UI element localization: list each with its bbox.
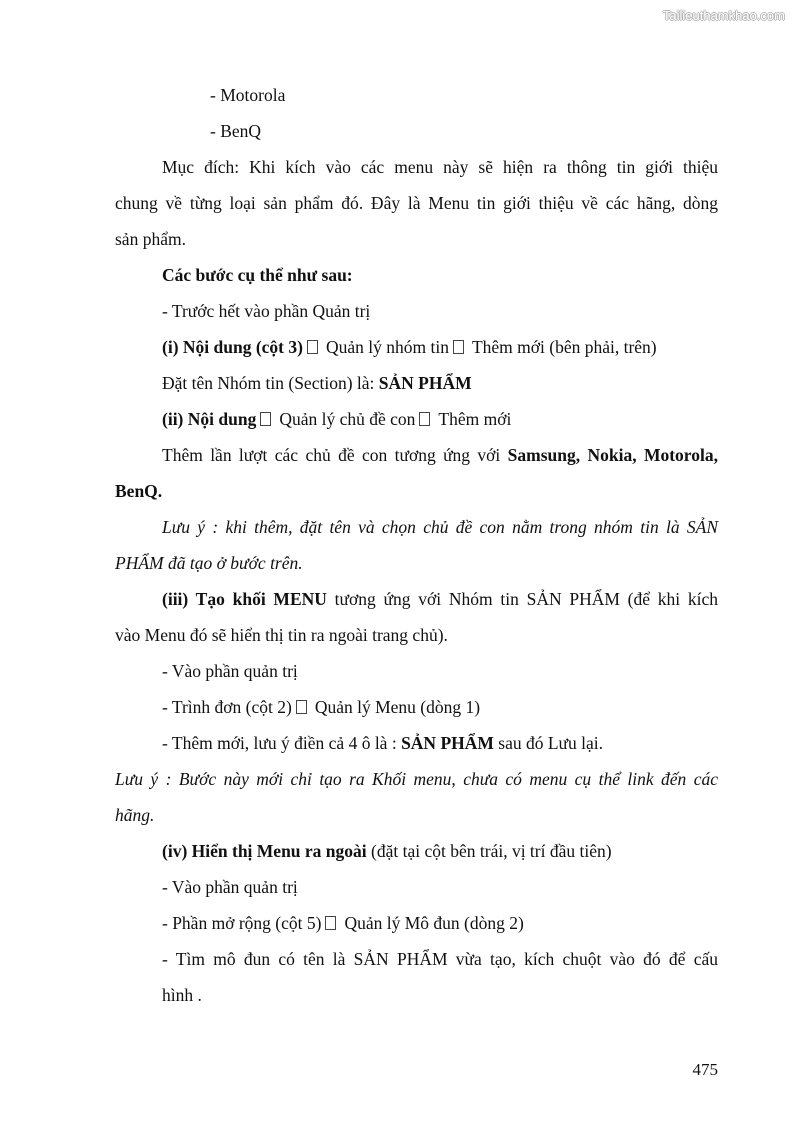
note-2-line-2: hãng. — [115, 805, 155, 825]
paragraph-purpose-line-1: Mục đích: Khi kích vào các menu này sẽ hiện ra thông tin giới thiệu — [162, 157, 718, 177]
step-iii-add-part-1: - Thêm mới, lưu ý điền cả 4 ô là : — [162, 733, 402, 753]
step-iv-extensions-part-2: Quản lý Mô đun (dòng 2) — [344, 913, 524, 933]
list-item-motorola: - Motorola — [210, 85, 286, 105]
step-iii-add-value: SẢN PHẨM — [401, 733, 494, 753]
arrow-glyph-icon — [260, 412, 271, 426]
step-i-part-2: Quản lý nhóm tin — [325, 337, 449, 357]
subtopics-line-2: BenQ. — [115, 481, 163, 501]
subtopics-brands: Samsung, Nokia, Motorola, — [507, 445, 718, 465]
step-i-part-3: Thêm mới (bên phải, trên) — [471, 337, 657, 357]
step-iv — [162, 833, 612, 869]
step-ii-part-3: Thêm mới — [438, 409, 512, 429]
step-ii — [162, 401, 511, 437]
step-iii-line-1 — [162, 581, 718, 617]
step-iii-add — [162, 725, 603, 761]
arrow-glyph-icon — [453, 340, 464, 354]
step-iii-label: (iii) Tạo khối MENU — [162, 589, 327, 609]
step-i-label: (i) Nội dung (cột 3) — [162, 337, 303, 357]
section-name-text: Đặt tên Nhóm tin (Section) là: — [162, 373, 379, 393]
step-ii-part-2: Quản lý chủ đề con — [279, 409, 416, 429]
note-1-line-1: Lưu ý : khi thêm, đặt tên và chọn chủ đề con nằm trong nhóm tin là SẢN — [162, 517, 718, 537]
paragraph-purpose-line-3: sản phẩm. — [115, 229, 186, 249]
section-name-value: SẢN PHẨM — [378, 373, 472, 393]
step-admin: - Trước hết vào phần Quản trị — [162, 301, 371, 321]
section-heading-steps: Các bước cụ thể như sau: — [162, 265, 353, 285]
step-iv-find-line-2: hình . — [162, 985, 202, 1005]
arrow-glyph-icon — [296, 700, 307, 714]
step-iv-extensions — [162, 905, 524, 941]
step-iv-label: (iv) Hiển thị Menu ra ngoài — [162, 841, 367, 861]
note-2-line-1: Lưu ý : Bước này mới chỉ tạo ra Khối menu, chưa có menu cụ thể link đến các — [115, 769, 718, 789]
step-iii-line-2: vào Menu đó sẽ hiển thị tin ra ngoài trang chủ). — [115, 625, 448, 645]
step-ii-label: (ii) Nội dung — [162, 409, 257, 429]
page-number: 475 — [692, 1060, 718, 1079]
section-name-line — [162, 365, 472, 401]
step-iv-extensions-part-1: - Phần mở rộng (cột 5) — [162, 913, 322, 933]
arrow-glyph-icon — [325, 916, 336, 930]
step-iii-menu — [162, 689, 480, 725]
arrow-glyph-icon — [307, 340, 318, 354]
subtopics-line-1 — [162, 437, 718, 473]
list-item-benq: - BenQ — [210, 121, 262, 141]
step-iv-admin: - Vào phần quản trị — [162, 877, 298, 897]
step-iii-admin: - Vào phần quản trị — [162, 661, 298, 681]
watermark: Tailieuthamkhao.com — [662, 8, 785, 23]
subtopics-text: Thêm lần lượt các chủ đề con tương ứng với — [162, 445, 508, 465]
step-iv-text: (đặt tại cột bên trái, vị trí đầu tiên) — [366, 841, 612, 861]
step-iii-text: tương ứng với Nhóm tin SẢN PHẨM (để khi kích — [326, 589, 719, 609]
note-1-line-2: PHẨM đã tạo ở bước trên. — [115, 553, 303, 573]
paragraph-purpose-line-2: chung về từng loại sản phẩm đó. Đây là Menu tin giới thiệu về các hãng, dòng — [115, 193, 718, 213]
arrow-glyph-icon — [419, 412, 430, 426]
step-iii-menu-part-1: - Trình đơn (cột 2) — [162, 697, 292, 717]
step-iv-find-line-1: - Tìm mô đun có tên là SẢN PHẨM vừa tạo, kích chuột vào đó để cấu — [162, 949, 718, 969]
step-iii-add-part-3: sau đó Lưu lại. — [493, 733, 604, 753]
step-iii-menu-part-2: Quản lý Menu (dòng 1) — [314, 697, 481, 717]
step-i — [162, 329, 657, 365]
